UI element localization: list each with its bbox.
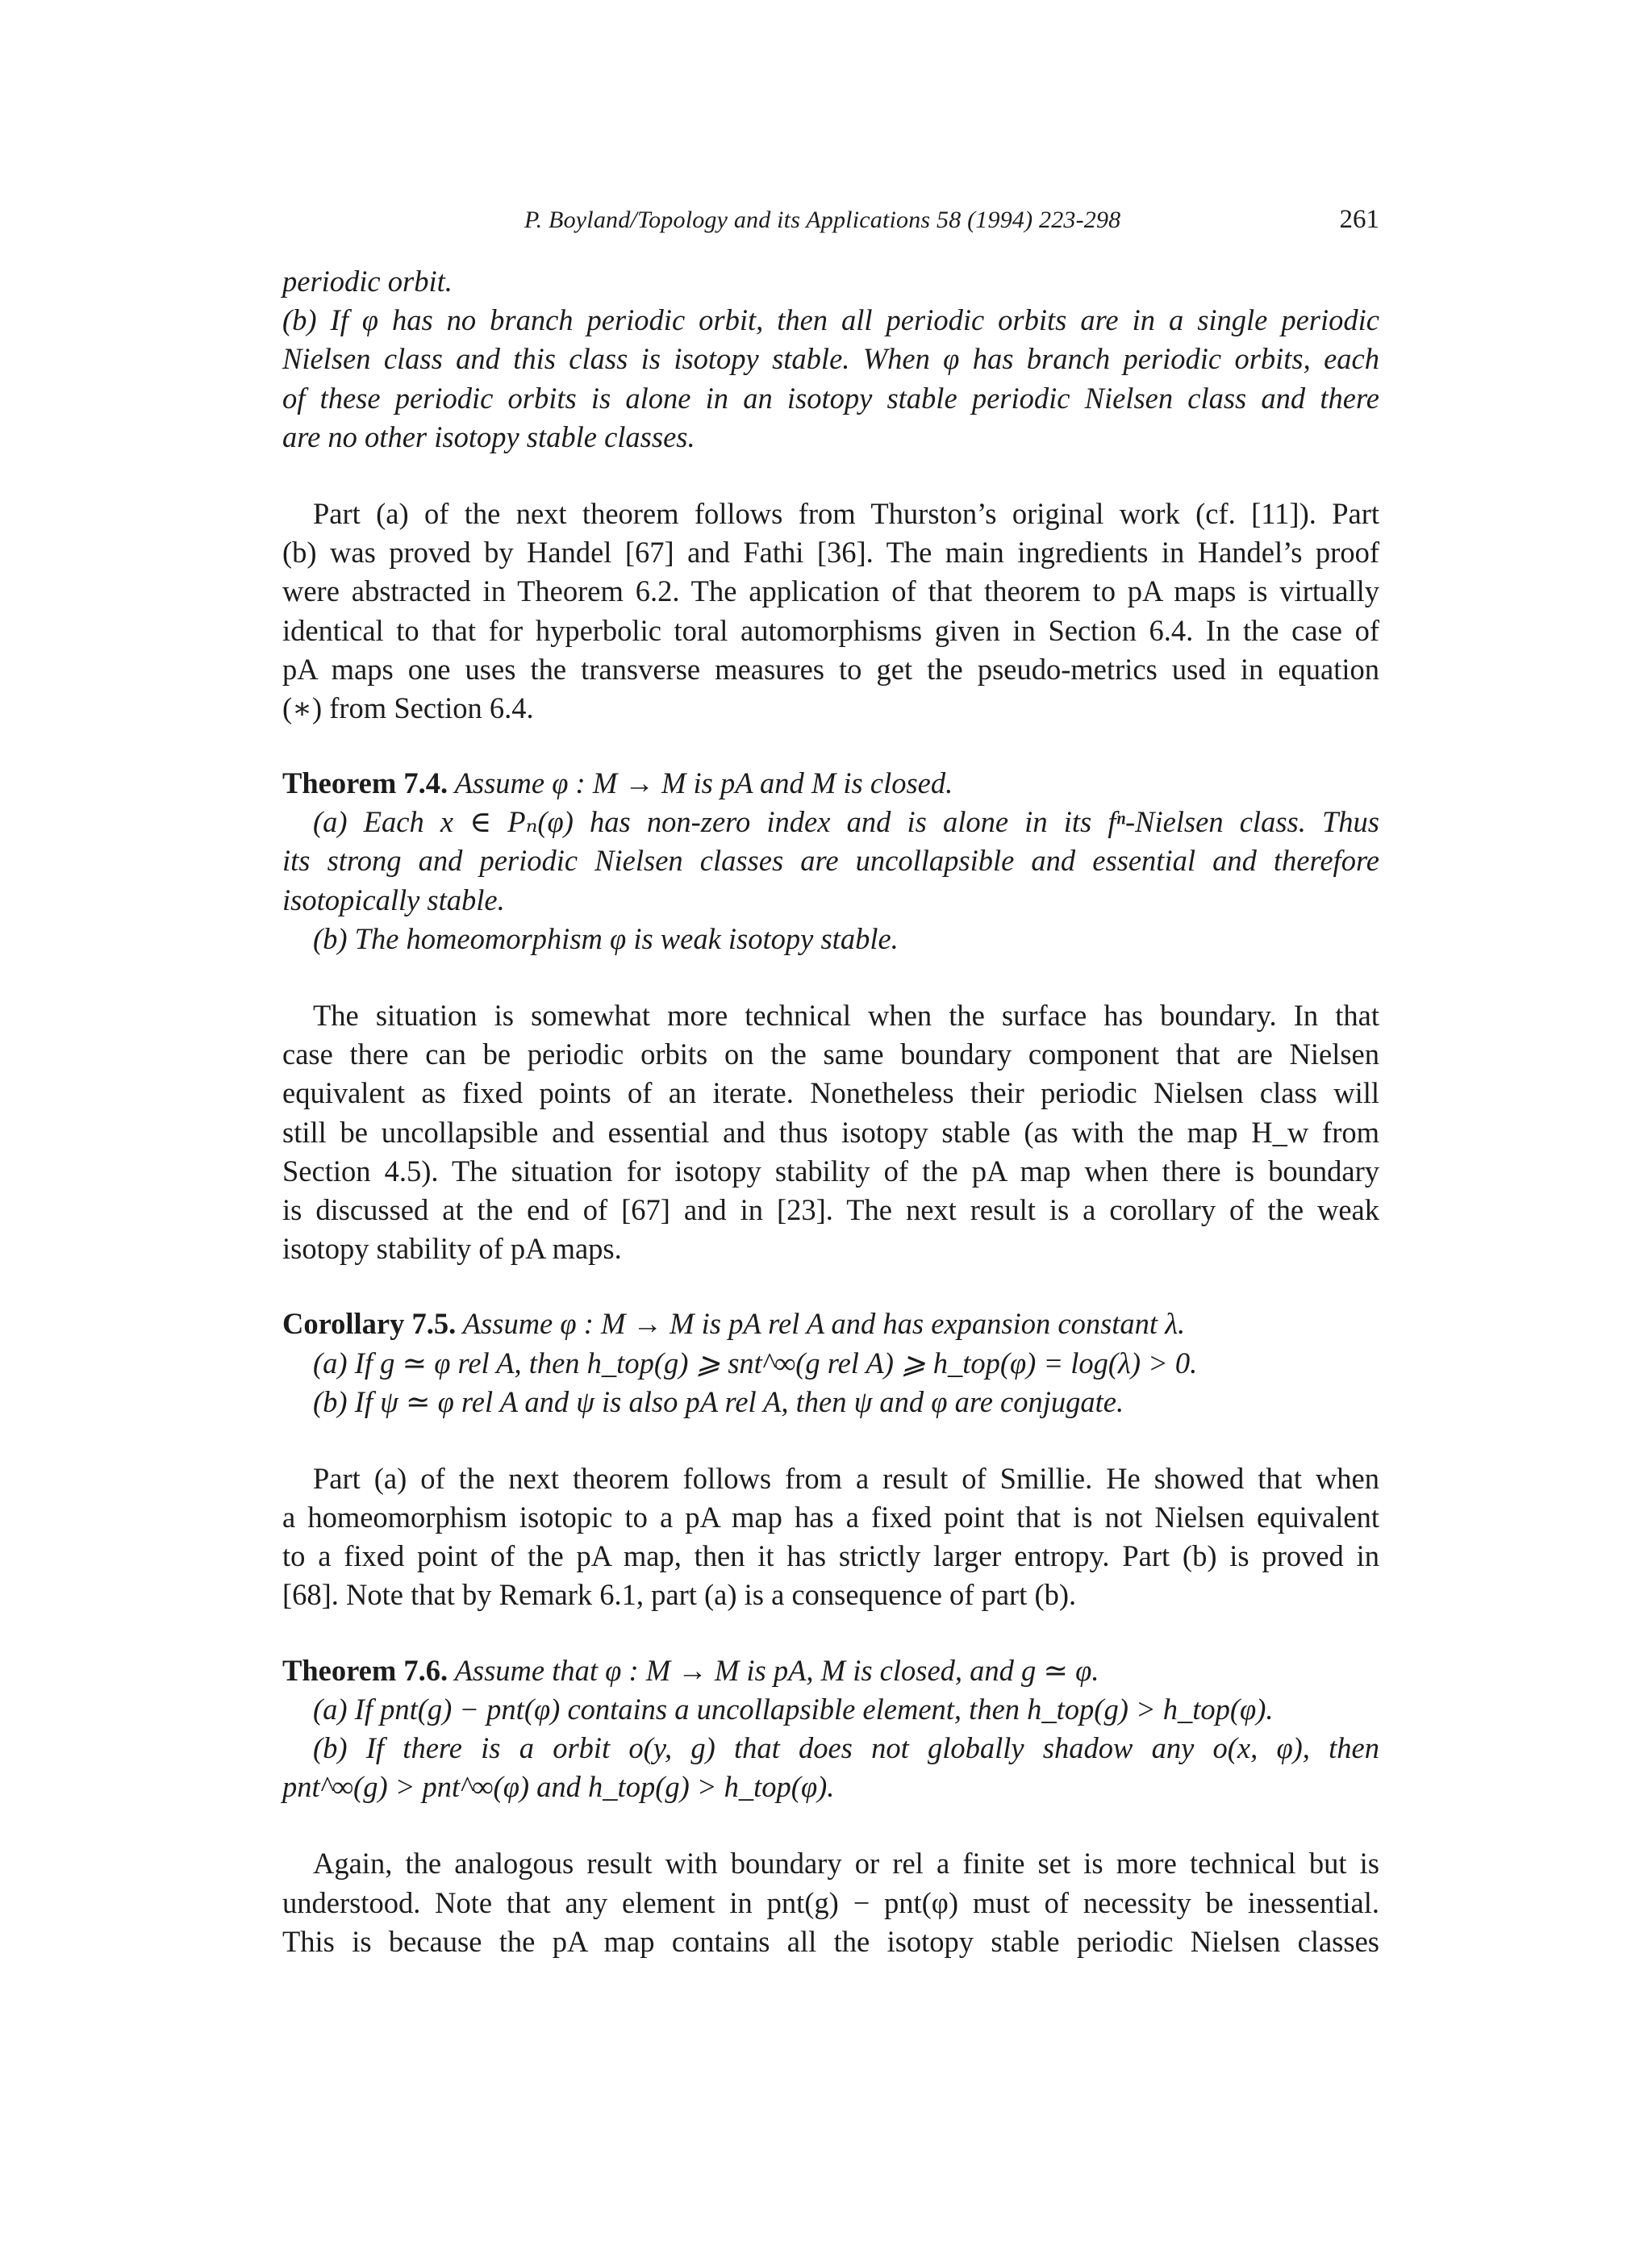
theorem-7-6 <box>282 1651 1379 1807</box>
theorem-continuation <box>282 262 1379 457</box>
text-line: still be uncollapsible and essential and thus isotopy stable (as with the map H_w from <box>282 1115 1379 1149</box>
text-line: pnt^∞(g) > pnt^∞(φ) and h_top(g) > h_top(φ). <box>282 1770 835 1804</box>
text-line: Part (a) of the next theorem follows from a result of Smillie. He showed that when <box>313 1461 1379 1495</box>
text-line: equivalent as fixed points of an iterate. Nonetheless their periodic Nielsen class will <box>282 1076 1379 1110</box>
running-head: P. Boyland/Topology and its Applications 58 (1994) 223-298 <box>524 207 1121 233</box>
text-line: (∗) from Section 6.4. <box>282 691 534 724</box>
text-line: understood. Note that any element in pnt(g) − pnt(φ) must of necessity be inessential. <box>282 1885 1379 1919</box>
text-line: (b) If ψ ≃ φ rel A and ψ is also pA rel A, then ψ and φ are conjugate. <box>313 1384 1124 1418</box>
text-line: Part (a) of the next theorem follows from Thurston’s original work (cf. [11]). Part <box>313 496 1379 530</box>
text-line: are no other isotopy stable classes. <box>282 420 695 453</box>
theorem-7-4 <box>282 764 1379 958</box>
text-line: to a fixed point of the pA map, then it has strictly larger entropy. Part (b) is proved in <box>282 1539 1379 1573</box>
text-line: (a) If g ≃ φ rel A, then h_top(g) ⩾ snt^∞(g rel A) ⩾ h_top(φ) = log(λ) > 0. <box>313 1346 1198 1380</box>
text-line: a homeomorphism isotopic to a pA map has a fixed point that is not Nielsen equivalent <box>282 1501 1379 1534</box>
corollary-7-5 <box>282 1305 1379 1421</box>
text-line: (a) Each x ∈ Pₙ(φ) has non-zero index and is alone in its fⁿ-Nielsen class. Thus <box>313 805 1379 839</box>
text-line: identical to that for hyperbolic toral automorphisms given in Section 6.4. In the case of <box>282 613 1379 647</box>
text-line: Again, the analogous result with boundary or rel a finite set is more technical but is <box>313 1847 1379 1881</box>
page-header <box>282 202 1379 242</box>
theorem-heading-line <box>282 764 1379 803</box>
page-number: 261 <box>1339 205 1379 234</box>
theorem-label: Theorem 7.4. <box>282 766 448 800</box>
text-line: is discussed at the end of [67] and in [23]. The next result is a corollary of the weak <box>282 1192 1379 1226</box>
text-line: isotopically stable. <box>282 883 505 916</box>
text-span: Assume that φ : M → M is pA, M is closed, and g ≃ φ. <box>454 1653 1099 1687</box>
text-line: isotopy stability of pA maps. <box>282 1232 622 1266</box>
text-line: pA maps one uses the transverse measures to get the pseudo-metrics used in equation <box>282 652 1379 686</box>
text-line: (a) If pnt(g) − pnt(φ) contains a uncollapsible element, then h_top(g) > h_top(φ). <box>313 1692 1274 1726</box>
corollary-label: Corollary 7.5. <box>282 1307 457 1341</box>
text-line: (b) If φ has no branch periodic orbit, then all periodic orbits are in a single periodic <box>282 303 1379 337</box>
theorem-label: Theorem 7.6. <box>282 1653 448 1687</box>
text-span: Assume φ : M → M is pA rel A and has expansion constant λ. <box>462 1307 1186 1341</box>
text-line: [68]. Note that by Remark 6.1, part (a) is a consequence of part (b). <box>282 1578 1077 1612</box>
text-line: were abstracted in Theorem 6.2. The application of that theorem to pA maps is virtually <box>282 574 1379 608</box>
text-line: Section 4.5). The situation for isotopy stability of the pA map when there is boundary <box>282 1154 1379 1188</box>
text-line: The situation is somewhat more technical when the surface has boundary. In that <box>313 999 1379 1032</box>
text-line: This is because the pA map contains all the isotopy stable periodic Nielsen classes <box>282 1924 1379 1958</box>
paragraph <box>282 1459 1379 1615</box>
text-line: periodic orbit. <box>282 265 453 298</box>
text-line: Nielsen class and this class is isotopy stable. When φ has branch periodic orbits, each <box>282 342 1379 376</box>
text-line: of these periodic orbits is alone in an isotopy stable periodic Nielsen class and there <box>282 381 1379 415</box>
text-line: case there can be periodic orbits on the same boundary component that are Nielsen <box>282 1037 1379 1071</box>
text-line: (b) was proved by Handel [67] and Fathi [36]. The main ingredients in Handel’s proof <box>282 536 1379 570</box>
page-body <box>282 262 1379 1961</box>
text-line: its strong and periodic Nielsen classes are uncollapsible and essential and therefore <box>282 844 1379 878</box>
paragraph <box>282 1844 1379 1961</box>
text-line: (b) If there is a orbit o(y, g) that does not globally shadow any o(x, φ), then <box>313 1731 1379 1764</box>
text-line: (b) The homeomorphism φ is weak isotopy stable. <box>313 921 899 955</box>
theorem-heading-line <box>282 1651 1379 1690</box>
text-span: Assume φ : M → M is pA and M is closed. <box>454 766 953 800</box>
theorem-heading-line <box>282 1305 1379 1343</box>
paragraph <box>282 996 1379 1268</box>
paragraph <box>282 495 1379 728</box>
